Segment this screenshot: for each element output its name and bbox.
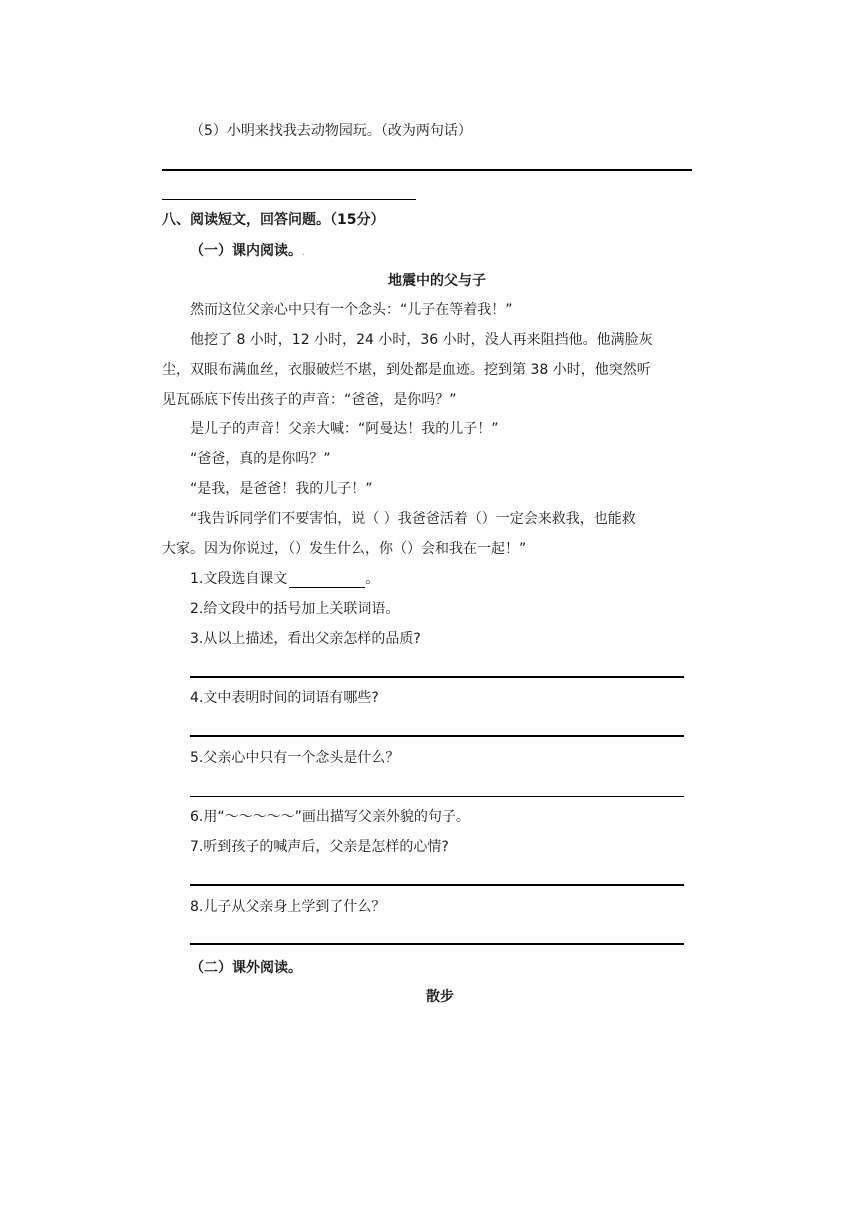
answer-line[interactable] bbox=[190, 735, 684, 737]
section-heading: 八、阅读短文，回答问题。（15分） bbox=[162, 212, 385, 228]
question-text: 1.文段选自课文 bbox=[190, 571, 288, 587]
passage-paragraph: 尘，双眼布满血丝，衣服破烂不堪，到处都是血迹。挖到第 38 小时，他突然听 bbox=[162, 362, 651, 378]
answer-line[interactable] bbox=[190, 796, 684, 797]
stray-mark: . bbox=[302, 248, 305, 258]
passage-paragraph: “我告诉同学们不要害怕，说（ ）我爸爸活着（）一定会来救我，也能救 bbox=[190, 511, 636, 527]
subsection-in-class-reading bbox=[190, 242, 305, 262]
question-7: 7.听到孩子的喊声后，父亲是怎样的心情? bbox=[190, 839, 449, 855]
answer-line bbox=[162, 199, 416, 200]
question-2: 2.给文段中的括号加上关联词语。 bbox=[190, 601, 400, 617]
passage-paragraph: 见瓦砾底下传出孩子的声音：“爸爸，是你吗？” bbox=[162, 392, 457, 408]
passage-title: 地震中的父与子 bbox=[388, 273, 486, 289]
passage-title: 散步 bbox=[426, 989, 454, 1005]
answer-line[interactable] bbox=[190, 884, 684, 886]
rewrite-question-5: （5）小明来找我去动物园玩。（改为两句话） bbox=[190, 123, 472, 139]
fill-blank[interactable] bbox=[289, 573, 365, 588]
question-3: 3.从以上描述，看出父亲怎样的品质? bbox=[190, 631, 421, 647]
question-6: 6.用“～～～～～”画出描写父亲外貌的句子。 bbox=[190, 809, 470, 825]
question-5: 5.父亲心中只有一个念头是什么？ bbox=[190, 750, 400, 766]
passage-paragraph: 大家。因为你说过，（）发生什么，你（）会和我在一起！” bbox=[162, 541, 527, 557]
question-8: 8.儿子从父亲身上学到了什么？ bbox=[190, 899, 386, 915]
question-1: 1.文段选自课文 。 bbox=[190, 571, 380, 587]
passage-paragraph: 是儿子的声音！父亲大喊：“阿曼达！我的儿子！” bbox=[190, 421, 499, 437]
subsection-label: （一）课内阅读。 bbox=[190, 243, 302, 259]
subsection-extracurricular-reading: （二）课外阅读。 bbox=[190, 960, 302, 976]
answer-line[interactable] bbox=[190, 943, 684, 945]
answer-line[interactable] bbox=[190, 676, 684, 678]
passage-paragraph: “爸爸，真的是你吗？” bbox=[190, 451, 331, 467]
question-4: 4.文中表明时间的词语有哪些? bbox=[190, 690, 379, 706]
passage-paragraph: 他挖了 8 小时，12 小时，24 小时，36 小时，没人再来阻挡他。他满脸灰 bbox=[190, 332, 653, 348]
answer-line bbox=[162, 169, 692, 171]
passage-paragraph: “是我，是爸爸！我的儿子！” bbox=[190, 481, 373, 497]
passage-paragraph: 然而这位父亲心中只有一个念头：“儿子在等着我！” bbox=[190, 302, 513, 318]
